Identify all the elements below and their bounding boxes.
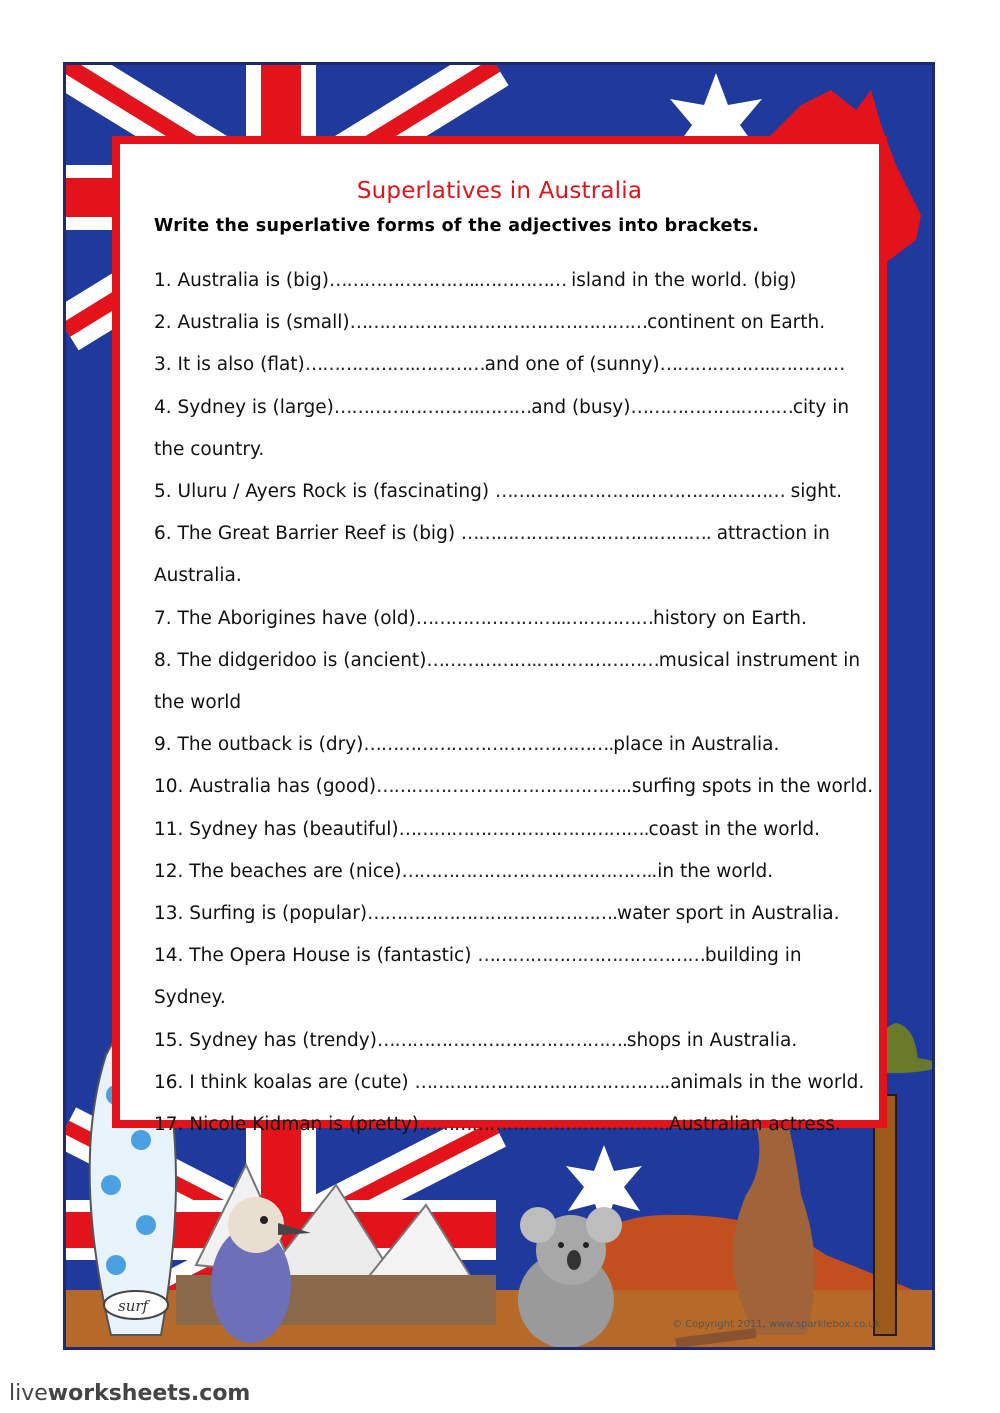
question-item bbox=[154, 935, 874, 1019]
question-item bbox=[154, 513, 874, 597]
question-item bbox=[154, 724, 874, 766]
question-item bbox=[154, 598, 874, 640]
question-item bbox=[154, 387, 874, 471]
question-text: 8. The didgeridoo is (ancient) bbox=[154, 649, 427, 671]
liveworksheets-logo[interactable] bbox=[9, 1381, 250, 1406]
question-text: sight. bbox=[784, 481, 842, 503]
logo-suffix-text: .com bbox=[190, 1381, 251, 1406]
answer-blank[interactable]: …………………………………………… bbox=[349, 312, 648, 334]
answer-blank[interactable]: ……………………………………. bbox=[414, 1071, 665, 1093]
copyright-notice: © Copyright 2011, www.sparklebox.co.uk bbox=[672, 1319, 881, 1330]
answer-blank[interactable]: ……………….………………… bbox=[426, 649, 659, 671]
question-text: 15. Sydney has (trendy) bbox=[154, 1029, 377, 1051]
answer-blank[interactable]: ……………….……… bbox=[630, 396, 793, 418]
answer-blank[interactable]: ……………………………………. bbox=[376, 1029, 627, 1051]
question-list bbox=[154, 260, 874, 1146]
answer-blank[interactable]: ……………………..…………… bbox=[415, 607, 653, 629]
question-text: island in the world. (big) bbox=[571, 270, 797, 291]
answer-blank[interactable]: ……………………………………. bbox=[419, 1114, 669, 1136]
question-text: 4. Sydney is (large) bbox=[154, 396, 334, 418]
answer-blank[interactable]: ……………………..…………… bbox=[328, 270, 572, 291]
question-text: .animals in the world. bbox=[664, 1071, 865, 1093]
question-text: continent on Earth. bbox=[647, 312, 826, 334]
question-item bbox=[154, 893, 874, 935]
question-item bbox=[154, 1062, 874, 1104]
question-item bbox=[154, 766, 874, 808]
question-item bbox=[154, 640, 874, 724]
question-text: 10. Australia has (good) bbox=[154, 776, 377, 798]
question-text: 9. The outback is (dry) bbox=[154, 734, 364, 756]
question-text: and one of (sunny) bbox=[484, 354, 660, 376]
answer-blank[interactable]: ……………………………………. bbox=[363, 734, 614, 756]
answer-blank[interactable]: ……………………………………. bbox=[367, 903, 617, 925]
question-text: and (busy) bbox=[531, 396, 631, 418]
question-text: .in the world. bbox=[651, 860, 774, 882]
question-text: 11. Sydney has (beautiful) bbox=[154, 818, 399, 840]
answer-blank[interactable]: ……………………………………. bbox=[460, 523, 711, 545]
question-text: shops in Australia. bbox=[626, 1029, 798, 1051]
surfboard-label: surf bbox=[118, 1297, 149, 1315]
question-text: building in Sydney. bbox=[154, 945, 802, 1009]
didgeridoo-icon bbox=[874, 1095, 896, 1335]
answer-blank[interactable]: ………………………………… bbox=[477, 945, 705, 967]
question-text: 12. The beaches are (nice) bbox=[154, 860, 402, 882]
question-text: city in the country. bbox=[154, 396, 850, 460]
worksheet-title: Superlatives in Australia bbox=[356, 178, 643, 204]
question-text: 13. Surfing is (popular) bbox=[154, 903, 368, 925]
question-text: water sport in Australia. bbox=[616, 903, 840, 925]
question-item bbox=[154, 1020, 874, 1062]
answer-blank[interactable]: ……………………………………. bbox=[398, 818, 649, 840]
question-text: 16. I think koalas are (cute) bbox=[154, 1071, 415, 1093]
question-text: 17. Nicole Kidman is (pretty) bbox=[154, 1114, 420, 1136]
question-text: 14. The Opera House is (fantastic) bbox=[154, 945, 478, 967]
question-item bbox=[154, 302, 874, 344]
answer-blank[interactable]: ……………………………………. bbox=[376, 776, 627, 798]
question-text: place in Australia. bbox=[613, 734, 780, 756]
answer-blank[interactable]: ………………..………… bbox=[659, 354, 845, 376]
question-text: 3. It is also (flat) bbox=[154, 354, 305, 376]
question-text: history on Earth. bbox=[652, 607, 807, 629]
question-text: 6. The Great Barrier Reef is (big) bbox=[154, 523, 461, 545]
answer-blank[interactable]: ……………………………………. bbox=[401, 860, 652, 882]
question-text: 5. Uluru / Ayers Rock is (fascinating) bbox=[154, 481, 495, 503]
question-text: coast in the world. bbox=[648, 818, 820, 840]
question-text: .surfing spots in the world. bbox=[626, 776, 874, 798]
question-item bbox=[154, 344, 874, 386]
question-item bbox=[154, 809, 874, 851]
question-item bbox=[154, 471, 874, 513]
worksheet-panel bbox=[112, 136, 887, 1136]
question-item bbox=[154, 260, 874, 302]
question-text: Australian actress. bbox=[668, 1114, 841, 1136]
answer-blank[interactable]: ……………………..…………………… bbox=[494, 481, 785, 503]
question-text: musical instrument in the world bbox=[154, 649, 861, 714]
question-item bbox=[154, 851, 874, 893]
logo-light-text: live bbox=[9, 1381, 48, 1406]
answer-blank[interactable]: …………………….……… bbox=[333, 396, 532, 418]
question-text: 2. Australia is (small) bbox=[154, 312, 350, 334]
worksheet-instruction: Write the superlative forms of the adjectives into brackets. bbox=[154, 216, 760, 236]
logo-bold-text: worksheets bbox=[47, 1381, 191, 1406]
question-item bbox=[154, 1104, 874, 1146]
question-text: 1. Australia is (big) bbox=[154, 270, 329, 291]
answer-blank[interactable]: ……………….………… bbox=[304, 354, 485, 376]
question-text: 7. The Aborigines have (old) bbox=[154, 607, 416, 629]
question-text: attraction in Australia. bbox=[154, 523, 830, 587]
